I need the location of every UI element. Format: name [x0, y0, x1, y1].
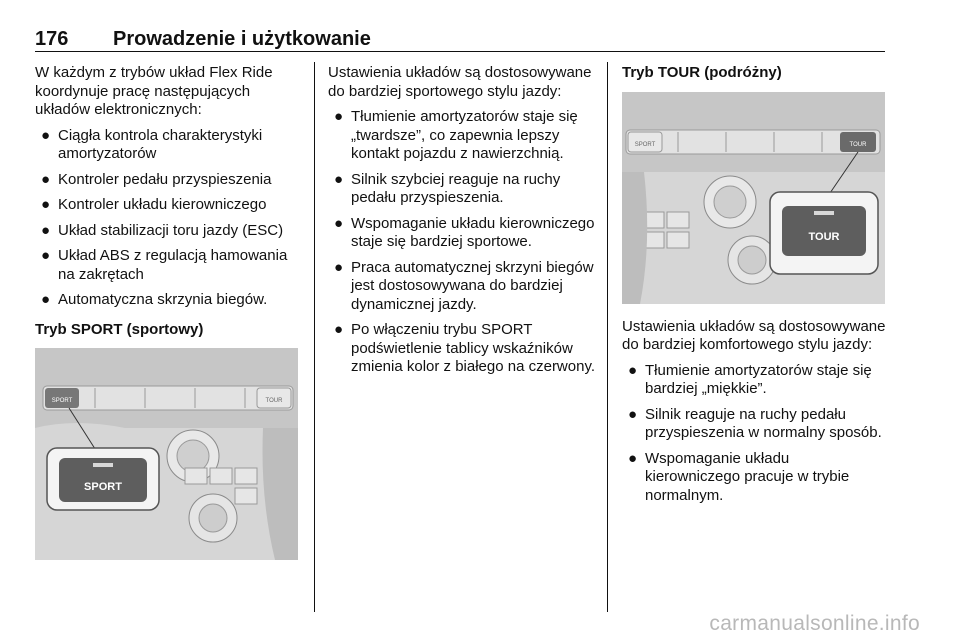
small-sport-label: SPORT — [634, 141, 656, 148]
list-item: ● Układ stabilizacji toru jazdy (ESC) — [41, 221, 284, 239]
small-tour-label: TOUR — [265, 398, 283, 404]
list-item: ● Tłumienie amortyzatorów staje się „twardsze”, co zapewnia lepszy kontakt pojazdu z nawierzchnią. — [334, 108, 578, 162]
section-heading-sport: Tryb SPORT (sportowy) — [35, 320, 204, 338]
column-divider-left — [314, 62, 315, 612]
page-header — [35, 28, 885, 50]
list-item: ● Praca automatycznej skrzyni biegów jest dostosowywana do bardziej dynamicznej jazdy. — [334, 258, 594, 313]
header-divider — [35, 51, 885, 52]
bullet-icon: ● — [628, 449, 638, 467]
bullet-list — [622, 362, 888, 506]
bullet-icon: ● — [41, 221, 51, 239]
sport-button-label: SPORT — [84, 481, 122, 493]
bullet-icon: ● — [334, 108, 344, 125]
list-item: ● Automatyczna skrzynia biegów. — [41, 291, 268, 308]
list-item: ● Kontroler układu kierowniczego — [41, 196, 267, 213]
small-tour-label: TOUR — [849, 141, 867, 148]
column-right — [622, 64, 888, 512]
bullet-icon: ● — [41, 170, 51, 188]
list-item: ● Kontroler pedału przyspieszenia — [41, 170, 272, 188]
bullet-icon: ● — [334, 170, 344, 188]
list-item: ● Wspomaganie układu kierowniczego pracuje w trybie normalnym. — [628, 449, 850, 504]
list-item: ● Wspomaganie układu kierowniczego staje się bardziej sportowe. — [334, 214, 595, 250]
column-left — [35, 64, 305, 574]
section-heading-tour: Tryb TOUR (podróżny) — [622, 64, 782, 81]
list-item: ● Silnik szybciej reaguje na ruchy pedału przyspieszenia. — [334, 170, 561, 206]
intro-paragraph: Ustawienia układów są dostosowywane do bardziej komfortowego stylu jazdy: — [622, 317, 886, 353]
bullet-icon: ● — [628, 361, 638, 379]
small-sport-label: SPORT — [51, 398, 73, 404]
list-item: ● Układ ABS z regulacją hamowania na zakrętach — [41, 247, 288, 283]
list-item: ● Silnik reaguje na ruchy pedału przyspieszenia w normalny sposób. — [628, 405, 882, 441]
bullet-icon: ● — [334, 214, 344, 232]
bullet-list — [328, 108, 596, 377]
intro-paragraph: W każdym z trybów układ Flex Ride koordynuje pracę następujących układów elektronicznych: — [35, 64, 273, 118]
sport-button-illustration — [35, 348, 298, 560]
bullet-icon: ● — [41, 247, 51, 264]
bullet-icon: ● — [334, 258, 344, 276]
column-divider-right — [607, 62, 608, 612]
tour-button-illustration — [622, 92, 885, 304]
chapter-title: Prowadzenie i użytkowanie — [113, 28, 371, 50]
list-item: ● Po włączeniu trybu SPORT podświetlenie tablicy wskaźników zmienia kolor z białego na czerwony. — [334, 321, 596, 375]
bullet-icon: ● — [628, 405, 638, 423]
bullet-icon: ● — [41, 126, 51, 144]
list-item: ● Ciągła kontrola charakterystyki amortyzatorów — [41, 126, 263, 162]
bullet-icon: ● — [334, 321, 344, 338]
watermark: carmanualsonline.info — [709, 612, 920, 635]
intro-paragraph: Ustawienia układów są dostosowywane do bardziej sportowego stylu jazdy: — [328, 64, 592, 100]
bullet-icon: ● — [41, 291, 51, 308]
page-number: 176 — [35, 28, 69, 50]
list-item: ● Tłumienie amortyzatorów staje się bardziej „miękkie”. — [628, 361, 872, 397]
column-middle — [328, 64, 596, 384]
tour-button-label: TOUR — [808, 230, 840, 243]
bullet-list — [35, 127, 305, 310]
bullet-icon: ● — [41, 196, 51, 213]
